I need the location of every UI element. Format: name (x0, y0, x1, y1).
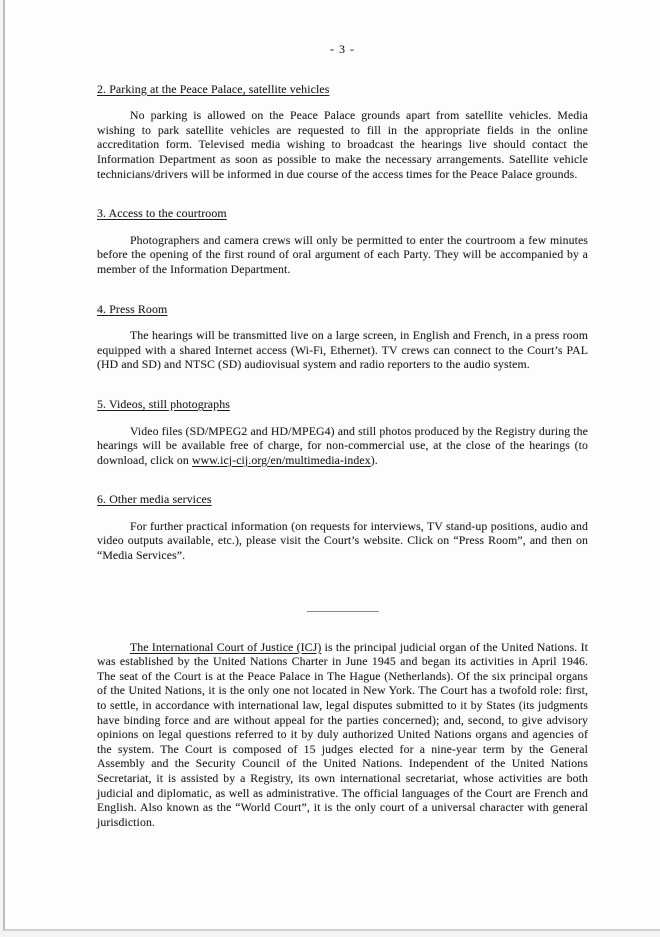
section-videos-photos (97, 397, 588, 467)
section-paragraph-courtroom-access: Photographers and camera crews will only be permitted to enter the courtroom a few minutes before the opening of the first round of oral argument of each Party. They will be accompanied by a member of the Information Department. (97, 232, 588, 276)
paragraph-text-before-link: Video files (SD/MPEG2 and HD/MPEG4) and still photos produced by the Registry during the hearings will be available free of charge, for non-commercial use, at the close of the hearings (to download, click on (97, 423, 588, 467)
separator-line (307, 611, 379, 612)
footnote-paragraph (97, 640, 588, 830)
section-parking (97, 82, 588, 182)
page-number: - 3 - (330, 42, 355, 56)
section-paragraph-press-room: The hearings will be transmitted live on a large screen, in English and French, in a press room equipped with a shared Internet access (Wi-Fi, Ethernet). TV crews can connect to the Court’s PAL (HD and SD) and NTSC (SD) audiovisual system and radio reporters to the audio system. (97, 328, 588, 372)
multimedia-index-link[interactable]: www.icj-cij.org/en/multimedia-index (191, 452, 371, 467)
section-heading-other-media-services: 6. Other media services (97, 492, 212, 507)
document-page (3, 0, 660, 931)
paragraph-text-after-link: ). (370, 452, 378, 467)
section-other-media-services (97, 492, 588, 562)
section-heading-courtroom-access: 3. Access to the courtroom (97, 206, 227, 221)
section-paragraph-other-media-services: For further practical information (on requests for interviews, TV stand-up positions, audio and video outputs available, etc.), please visit the Court’s website. Click on “Press Room”, and then on “Media Services”. (97, 518, 588, 563)
section-courtroom-access (97, 206, 588, 276)
section-heading-parking: 2. Parking at the Peace Palace, satellite vehicles (97, 81, 330, 96)
section-paragraph-videos-photos (97, 424, 588, 468)
footnote-body-text: is the principal judicial organ of the United Nations. It was established by the United Nations Charter in June 1945 and began its activities in April 1946. The seat of the Court is at the Peace Palace in The Hague (Netherlands). Of the six principal organs of the United Nations, it is the only one not located in New York. The Court has a twofold role: first, to settle, in accordance with international law, legal disputes submitted to it by States (its judgments have binding force and are without appeal for the parties concerned); and, second, to give advisory opinions on legal questions referred to it by duly authorized United Nations organs and agencies of the system. The Court is composed of 15 judges elected for a nine-year term by the General Assembly and the Security Council of the United Nations. Independent of the United Nations Secretariat, it is assisted by a Registry, its own international secretariat, whose activities are both judicial and diplomatic, as well as administrative. The official languages of the Court are French and English. Also known as the “World Court”, it is the only court of a universal character with general jurisdiction. (97, 639, 588, 829)
section-heading-videos-photos: 5. Videos, still photographs (97, 396, 230, 411)
section-press-room (97, 302, 588, 372)
section-heading-press-room: 4. Press Room (97, 301, 168, 316)
footnote-lead-underlined: The International Court of Justice (ICJ) (130, 639, 322, 654)
section-paragraph-parking: No parking is allowed on the Peace Palace grounds apart from satellite vehicles. Media wishing to park satellite vehicles are requested to fill in the appropriate fields in the online accreditation form. Televised media wishing to broadcast the hearings live should contact the Information Department as soon as possible to make the necessary arrangements. Satellite vehicle technicians/drivers will be informed in due course of the access times for the Peace Palace grounds. (97, 108, 588, 181)
